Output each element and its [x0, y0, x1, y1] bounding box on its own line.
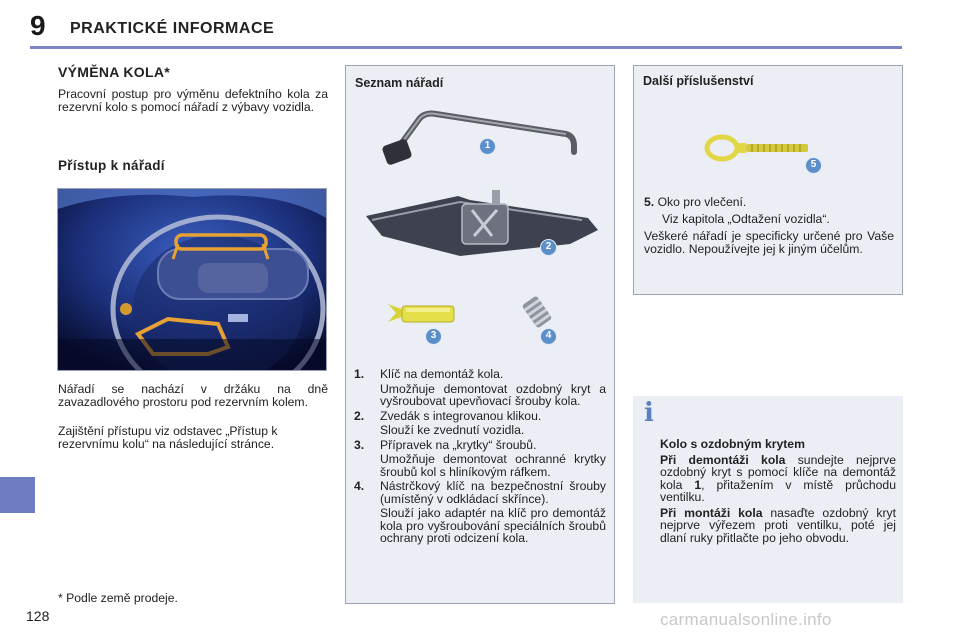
- list-item-desc: Umožňuje demontovat ochranné krytky šroubů kol s hliníkovým ráfkem.: [380, 452, 606, 479]
- callout-badge-1: 1: [479, 138, 496, 155]
- accessory-item: [644, 196, 894, 226]
- list-item-name: Nástrčkový klíč na bezpečnostní šrouby (umístěný v odkládací skřínce).: [380, 479, 606, 506]
- bolt-cap-remover-illustration: [386, 298, 456, 328]
- tools-panel-title: Seznam nářadí: [355, 76, 444, 90]
- info-paragraph-mounting: [660, 507, 896, 545]
- info-icon: i: [644, 398, 654, 428]
- info-removal-ref: 1: [694, 477, 702, 492]
- accessories-note: Veškeré nářadí je specificky určené pro Vaše vozidlo. Nepoužívejte jej k jiným účelům.: [644, 229, 894, 256]
- list-item-number: 2.: [354, 408, 365, 423]
- list-item-desc: Umožňuje demontovat ozdobný kryt a vyšroubovat upevňovací šrouby kola.: [380, 381, 606, 408]
- callout-badge-4: 4: [540, 328, 557, 345]
- access-paragraph-2: Zajištění přístupu viz odstavec „Přístup k rezervnímu kolu“ na následující stránce.: [58, 424, 278, 451]
- jack-illustration: [362, 186, 602, 264]
- watermark: carmanualsonline.info: [660, 610, 832, 629]
- info-box-title: Kolo s ozdobným krytem: [660, 437, 805, 451]
- footnote: * Podle země prodeje.: [58, 591, 178, 605]
- list-item-number: 4.: [354, 479, 365, 493]
- list-item: [354, 410, 606, 437]
- list-item-name: Přípravek na „krytky“ šroubů.: [380, 437, 537, 452]
- tools-list: [354, 368, 606, 547]
- intro-paragraph: Pracovní postup pro výměnu defektního kola za rezervní kolo s pomocí nářadí z výbavy vozidla.: [58, 87, 328, 114]
- list-item: [354, 368, 606, 408]
- accessory-item-ref: Viz kapitola „Odtažení vozidla“.: [662, 212, 830, 226]
- list-item: [354, 480, 606, 545]
- list-item-number: 3.: [354, 437, 365, 452]
- chapter-number: 9: [30, 10, 46, 41]
- accessory-item-name: Oko pro vlečení.: [657, 195, 747, 209]
- antitheft-socket-illustration: [520, 294, 554, 330]
- list-item: [354, 439, 606, 479]
- access-subtitle: Přístup k nářadí: [58, 158, 165, 173]
- list-item-desc: Slouží jako adaptér na klíč pro demontáž kola pro vyšroubování speciálních šroubů ochrany proti odcizení kola.: [380, 506, 606, 545]
- list-item-desc: Slouží ke zvednutí vozidla.: [380, 423, 525, 437]
- towing-eye-illustration: [704, 131, 814, 165]
- info-removal-text-b: , přitažením v místě průchodu ventilku.: [660, 477, 896, 504]
- list-item-number: 1.: [354, 367, 365, 381]
- info-removal-label: Při demontáži kola: [660, 452, 786, 467]
- chapter-title: PRAKTICKÉ INFORMACE: [70, 20, 275, 37]
- trunk-tools-photo: [57, 188, 327, 371]
- callout-badge-3: 3: [425, 328, 442, 345]
- access-paragraph-1: Nářadí se nachází v držáku na dně zavazadlového prostoru pod rezervním kolem.: [58, 382, 328, 409]
- section-title: VÝMĚNA KOLA*: [58, 64, 170, 80]
- callout-badge-2: 2: [540, 239, 557, 256]
- list-item-name: Zvedák s integrovanou klikou.: [380, 408, 542, 423]
- list-item-name: Klíč na demontáž kola.: [380, 367, 504, 381]
- info-box-text: [660, 438, 896, 547]
- accessories-panel: [633, 65, 903, 295]
- info-paragraph-removal: [660, 454, 896, 504]
- info-mounting-label: Při montáži kola: [660, 505, 763, 520]
- chapter-side-tab: [0, 477, 35, 513]
- info-mounting-text: nasaďte ozdobný kryt nejprve výřezem proti ventilku, poté jej dlaní ruky přitlačte po jeho obvodu.: [660, 505, 896, 545]
- page-number: 128: [26, 608, 50, 624]
- wheel-brace-illustration: [376, 108, 582, 168]
- callout-badge-5: 5: [805, 157, 822, 174]
- info-removal-text-a: sundejte nejprve ozdobný kryt s pomocí klíče na demontáž kola: [660, 452, 897, 492]
- accessories-panel-title: Další příslušenství: [643, 74, 754, 88]
- header-rule: [30, 46, 902, 49]
- accessory-item-number: 5.: [644, 195, 655, 209]
